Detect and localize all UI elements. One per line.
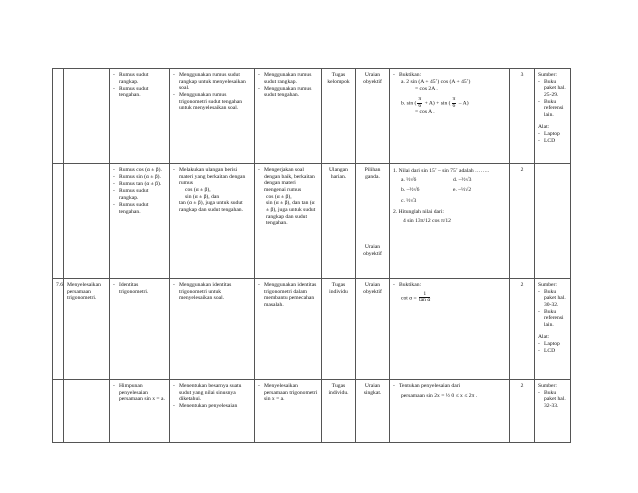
- frac-num: 1: [419, 292, 430, 299]
- kegiatan-item: - Menggunakan rumus trigonometri sudut tengahan untuk menyelesaikan soal.: [173, 92, 251, 112]
- jenis-text: Tugas individu: [329, 282, 348, 295]
- waktu-text: 2: [520, 167, 524, 173]
- alat-item: - LCD: [538, 138, 567, 145]
- indikator-item: - Menggunakan rumus sudut tengahan.: [258, 86, 318, 99]
- materi-item: - Rumus sudut rangkap.: [113, 72, 166, 85]
- frac-num: π: [452, 96, 456, 103]
- alat-item: - Laptop: [538, 131, 567, 138]
- sumber-item: - Buku paket hal. 25-29.: [538, 79, 567, 99]
- kegiatan-line: tan (α ± β), juga untuk sudut rangkap dan sudut tengahan.: [179, 200, 243, 214]
- materi-cell: [110, 279, 170, 380]
- indikator-item: - Menggunakan rumus sudut rangkap.: [258, 72, 318, 85]
- materi-item: - Rumus cos (α ± β).: [113, 167, 166, 174]
- sumber-label: Sumber:: [538, 383, 557, 389]
- materi-cell: [110, 69, 170, 164]
- bentuk-text: Pilihan ganda.: [364, 167, 381, 180]
- materi-item: - Rumus sudut rangkap.: [113, 188, 166, 201]
- sumber-label: Sumber:: [538, 72, 557, 78]
- jenis-text: Ulangan harian.: [329, 167, 348, 180]
- kegiatan-item: - Menggunakan rumus sudut rangkap untuk menyelesaikan soal.: [173, 72, 251, 92]
- soal-b-pre: b. sin: [401, 100, 414, 107]
- bentuk-cell: [356, 69, 390, 164]
- waktu-cell: [510, 279, 535, 380]
- sumber-cell: [535, 69, 571, 164]
- indikator-item: - Mengerjakan soal dengan baik, berkaitan dengan materi mengenai rumus: [258, 167, 318, 193]
- indikator-cell: [255, 380, 322, 443]
- soal-cell: [390, 380, 510, 443]
- bentuk-text: Uraian singkat.: [363, 383, 382, 396]
- kd-cell: [64, 279, 110, 380]
- sumber-cell: [535, 380, 571, 443]
- bentuk-cell: [356, 380, 390, 443]
- sumber-item: - Buku referensi lain.: [538, 99, 567, 119]
- bentuk-text: Uraian obyektif: [363, 282, 382, 295]
- materi-item: - Rumus sudut tengahan.: [113, 202, 166, 215]
- table-row: [53, 69, 571, 164]
- kd-number-cell: [53, 380, 64, 443]
- alat-item: - Laptop: [538, 341, 567, 348]
- kegiatan-cell: [170, 279, 255, 380]
- option-d: d. –½√3: [453, 176, 472, 183]
- materi-item: - Himpunan penyelesaian persamaan sin x = a.: [113, 383, 166, 403]
- jenis-cell: [322, 380, 356, 443]
- kegiatan-line: cos (α ± β),: [185, 187, 211, 194]
- waktu-cell: [510, 69, 535, 164]
- jenis-cell: [322, 69, 356, 164]
- soal-expression: [401, 292, 506, 304]
- soal-b-mid: + A) + sin: [424, 100, 448, 107]
- indikator-cell: [255, 69, 322, 164]
- materi-item: - Rumus sin (α ± β).: [113, 174, 166, 181]
- soal-intro: - Buktikan:: [393, 72, 506, 79]
- bentuk-text: Uraian obyektif: [363, 72, 382, 85]
- expr-pre: cot α =: [401, 294, 417, 301]
- bentuk-text: Uraian obyektif: [363, 244, 382, 257]
- kegiatan-item: - Menentukan penyelesaian: [173, 403, 251, 410]
- alat-label: Alat:: [538, 334, 550, 341]
- kegiatan-cell: [170, 380, 255, 443]
- soal-cell: [390, 279, 510, 380]
- question-2-expression: 4 sin 13π/12 cos π/12: [403, 217, 451, 224]
- waktu-cell: [510, 380, 535, 443]
- soal-cell: [390, 164, 510, 279]
- sumber-label: Sumber:: [538, 282, 557, 288]
- soal-expression: persamaan sin 2x = ½ 0 ≤ x ≤ 2π .: [401, 392, 478, 399]
- indikator-line: cos (α ± β),: [266, 193, 292, 200]
- indikator-item: - Menyelesaikan persamaan trigonometri sin x = a.: [258, 383, 318, 403]
- option-a: a. ½√6: [401, 176, 417, 183]
- kegiatan-cell: [170, 164, 255, 279]
- kd-cell: [64, 69, 110, 164]
- table-row: [53, 279, 571, 380]
- kd-number: 7.6: [56, 282, 63, 288]
- syllabus-table: [52, 68, 571, 443]
- sumber-item: - Buku paket hal. 32-33.: [538, 390, 567, 410]
- option-c: c. ½√3: [401, 197, 417, 204]
- jenis-cell: [322, 279, 356, 380]
- indikator-item: - Menggunakan identitas trigonometri dalam membantu pemecahan masalah.: [258, 282, 318, 308]
- kd-text: Menyelesaikan persamaan trigonometri.: [67, 282, 101, 302]
- soal-b-result: = cos A .: [415, 109, 435, 116]
- indikator-cell: [255, 164, 322, 279]
- soal-intro: - Buktikan:: [393, 282, 506, 289]
- bentuk-cell: [356, 164, 390, 279]
- table-row: [53, 164, 571, 279]
- materi-item: - Identitas trigonometri.: [113, 282, 166, 295]
- kd-cell: [64, 380, 110, 443]
- materi-cell: [110, 380, 170, 443]
- frac-den: 6: [418, 102, 422, 109]
- question-2: 2. Hitunglah nilai dari:: [393, 209, 444, 216]
- kegiatan-cell: [170, 69, 255, 164]
- waktu-text: 2: [520, 383, 524, 389]
- jenis-text: Tugas individu.: [328, 383, 349, 396]
- soal-b: b. sin ( $\frac{\pi}{6}$ + A) + sin ( $\frac{\pi}{6}$ – A): [401, 96, 469, 109]
- kd-number-cell: [53, 279, 64, 380]
- sumber-item: - Buku paket hal. 30-32.: [538, 289, 567, 309]
- question-1: 1. Nilai dari sin 15˚ – sin 75˚ adalah ……..: [393, 168, 490, 174]
- jenis-cell: [322, 164, 356, 279]
- kegiatan-item: - Menentukan besarnya suatu sudut yang nilai sinusnya diketahui.: [173, 383, 251, 403]
- materi-cell: [110, 164, 170, 279]
- alat-item: - LCD: [538, 348, 567, 355]
- waktu-text: 3: [520, 72, 524, 78]
- kegiatan-line: sin (α ± β), dan: [185, 193, 220, 200]
- soal-cell: [390, 69, 510, 164]
- frac-den: tan α: [419, 297, 431, 304]
- waktu-text: 2: [520, 282, 524, 288]
- table-row: [53, 380, 571, 443]
- sumber-cell: [535, 164, 571, 279]
- alat-label: Alat:: [538, 124, 550, 131]
- kegiatan-item: - Melakukan ulangan berisi materi yang berkaitan dengan rumus: [173, 167, 251, 187]
- indikator-cell: [255, 279, 322, 380]
- waktu-cell: [510, 164, 535, 279]
- frac-num: π: [418, 96, 422, 103]
- option-e: e. –½√2: [453, 187, 472, 194]
- soal-b-end: – A): [458, 100, 469, 107]
- kd-cell: [64, 164, 110, 279]
- materi-item: - Rumus tan (α ± β).: [113, 181, 166, 188]
- indikator-line: sin (α ± β), dan tan (α ± β), juga untuk sudut rangkap dan sudut tengahan.: [266, 200, 316, 227]
- soal-a: a. 2 sin (A + 45˚) cos (A + 45˚): [401, 79, 471, 86]
- frac-den: 6: [452, 102, 456, 109]
- sumber-cell: [535, 279, 571, 380]
- jenis-text: Tugas kelompok: [327, 72, 350, 85]
- option-b: b. –½√6: [401, 187, 420, 194]
- sumber-item: - Buku referensi lain.: [538, 309, 567, 329]
- bentuk-cell: [356, 279, 390, 380]
- materi-item: - Rumus sudut tengahan.: [113, 86, 166, 99]
- soal-intro: - Tentukan penyelesaian dari: [393, 383, 506, 390]
- kegiatan-item: - Menggunakan identitas trigonometri untuk menyelesaikan soal.: [173, 282, 251, 302]
- soal-a-result: = cos 2A .: [415, 85, 438, 92]
- kd-number-cell: [53, 69, 64, 164]
- kd-number-cell: [53, 164, 64, 279]
